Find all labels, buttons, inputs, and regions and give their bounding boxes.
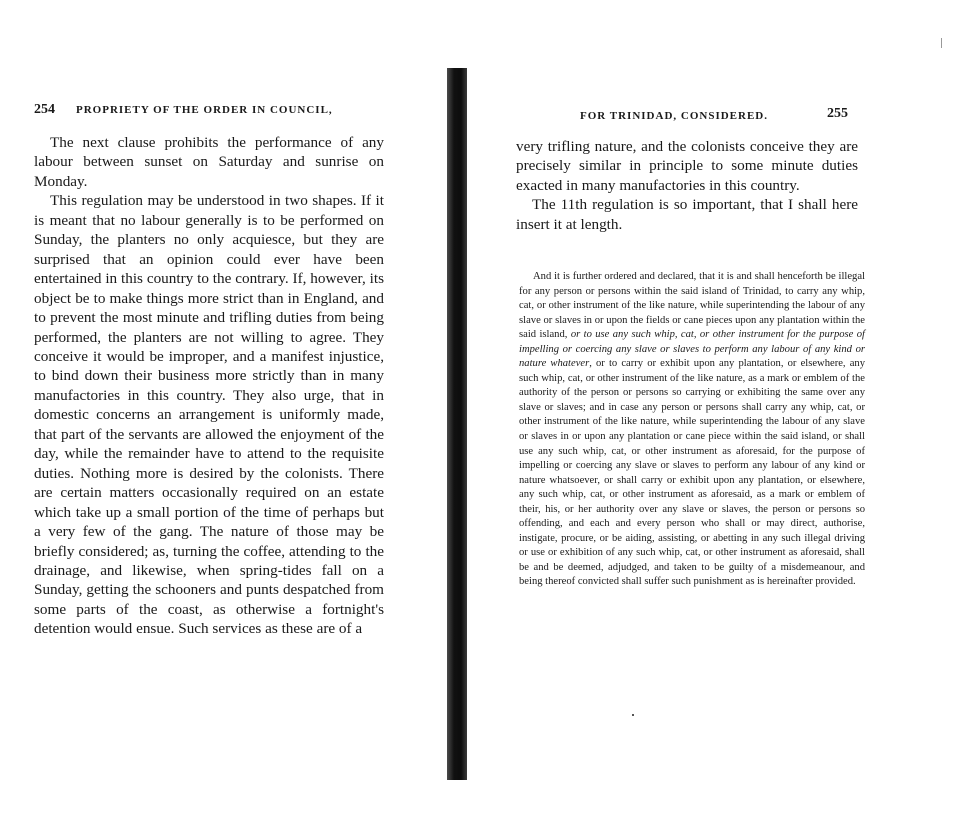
paragraph-continuation: very trifling nature, and the colonists conceive they are precisely similar in principle to some minute duties exacted in many manufactories in this country. [516,138,858,194]
running-head: PROPRIETY OF THE ORDER IN COUNCIL, [76,104,333,116]
quote-text: And it is further ordered and declared, that it is and shall henceforth be illegal for any person or persons within the said island of Trinidad, to carry any whip, cat, or other instrument of the like nature, while superintending the labour of any slave or slaves in or upon the fields or cane pieces upon any plantation within the said island, [519,271,865,341]
right-page [467,0,980,815]
page-number: 255 [827,106,848,121]
running-head: FOR TRINIDAD, CONSIDERED. [580,110,768,122]
quote-italic-text: or to use any such whip, cat, or other instrument for the purpose of impelling or coercing any slave or slaves to perform any labour of any kind or nature whatever [519,329,866,370]
left-page [0,0,447,815]
stray-mark [632,714,634,716]
page-number: 254 [34,102,55,117]
book-gutter [447,68,467,780]
body-text [34,133,384,639]
quote-paragraph [519,270,865,590]
quote-text: , or to carry or exhibit upon any plantation, or elsewhere, any such whip, cat, or other instrument of the like nature, as a mark or emblem of the authority of the person or persons so carrying or exhibiting the same over any slave or slaves; and in case any person or persons shall carry any whip, cat, or other instrument of the like nature, while superintending the labour of any slave or slaves in or upon any plantation or cane piece within the said island, or shall use any such whip, cat, or other instrument as aforesaid, for the purpose of impelling or coercing any slave or slaves to perform any labour of any kind or nature whatsoever, or shall carry or exhibit upon any plantation, or elsewhere, any such whip, cat, or other instrument as aforesaid, as a mark or emblem of their, his, or her authority over any slave or slaves, the person or persons so offending, and each and every person who shall or may direct, authorise, instigate, procure, or be aiding, assisting, or abetting in any such illegal driving or use or exhibition of any such whip, cat, or other instrument as aforesaid, shall be and be deemed, adjudged, and taken to be guilty of a misdemeanour, and being thereof convicted shall suffer such punishment as is hereinafter provided. [519,358,865,588]
body-text [516,137,858,234]
paragraph-intro: The 11th regulation is so important, that I shall here insert it at length. [516,196,858,233]
paragraph: The next clause prohibits the performance of any labour between sunset on Saturday and sunrise on Monday. [34,134,384,190]
block-quote [519,270,865,590]
paragraph: This regulation may be understood in two shapes. If it is meant that no labour generally is to be performed on Sunday, the planters no only acquiesce, but they are surprised that an opinion could ever have been entertained in this country to the contrary. If, however, its object be to make things more strict than in England, and to prevent the most minute and trifling duties from being performed, the planters are not willing to agree. They conceive it would be improper, and a manifest injustice, to bind down their business more strictly than in many manufactories in this country. They also urge, that in domestic concerns an arrangement is uniformly made, that part of the servants are allowed the enjoyment of the day, while the remainder have to attend to the requisite duties. Nothing more is desired by the colonists. There are certain matters occasionally required on an estate which take up a small portion of the time of perhaps but a very few of the gang. The nature of those may be briefly considered; as, turning the coffee, attending to the drainage, and likewise, when spring-tides fall on a Sunday, getting the schooners and punts despatched from some parts of the coast, as otherwise a fortnight's detention would ensue. Such services as these are of a [34,192,384,638]
